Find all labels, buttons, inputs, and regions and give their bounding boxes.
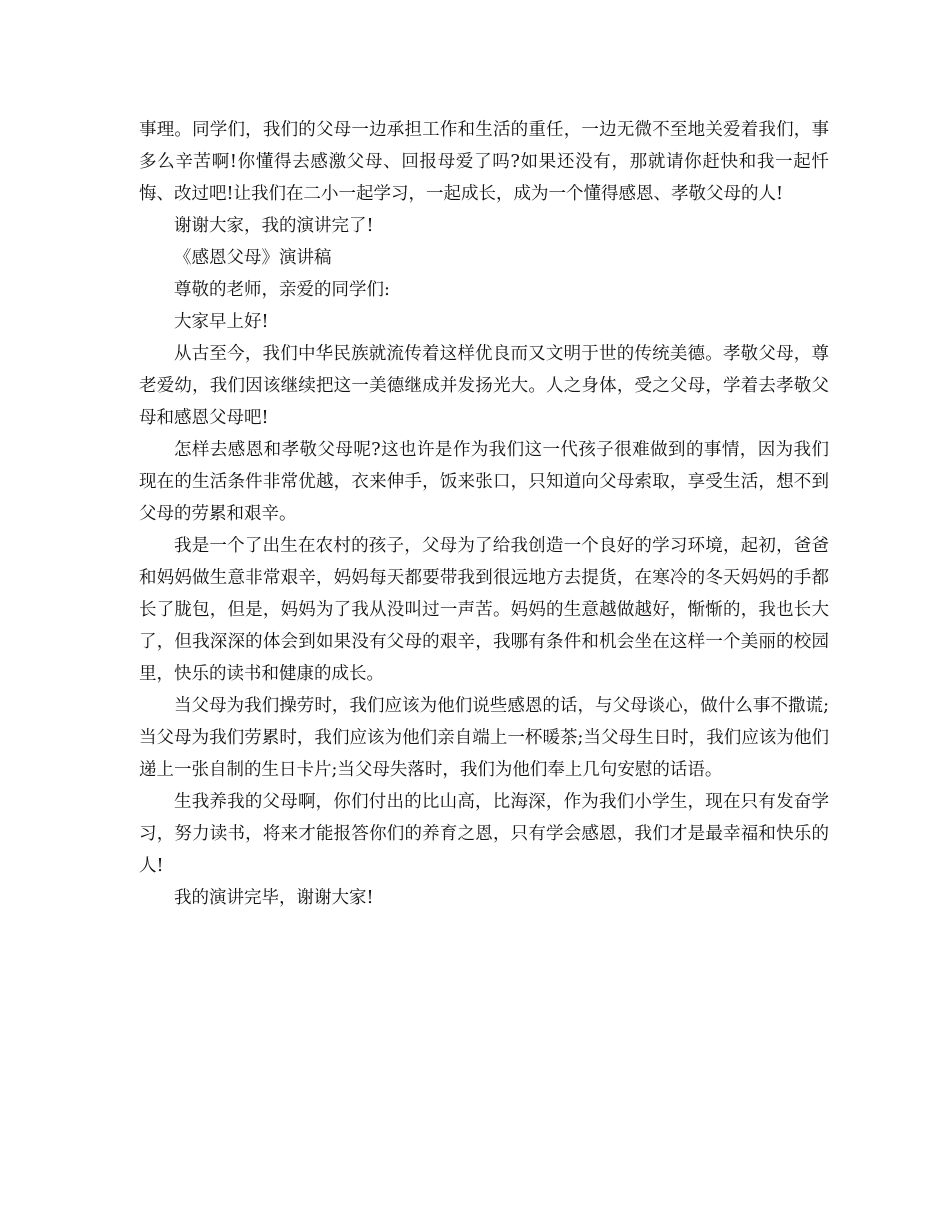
paragraph-continuation: 事理。同学们，我们的父母一边承担工作和生活的重任，一边无微不至地关爱着我们，事多么辛苦啊!你懂得去感激父母、回报母爱了吗?如果还没有，那就请你赶快和我一起忏悔、改过吧!让我们在二小一起学习，一起成长，成为一个懂得感恩、孝敬父母的人! [139,120,829,204]
paragraph-closing: 我的演讲完毕，谢谢大家! [174,888,374,908]
salutation: 尊敬的老师，亲爱的同学们: [174,280,390,300]
paragraph-tradition: 从古至今，我们中华民族就流传着这样优良而又文明于世的传统美德。孝敬父母，尊老爱幼，我们因该继续把这一美德继成并发扬光大。人之身体，受之父母，学着去孝敬父母和感恩父母吧! [139,344,829,428]
paragraph-personal-story: 我是一个了出生在农村的孩子，父母为了给我创造一个良好的学习环境，起初，爸爸和妈妈做生意非常艰辛，妈妈每天都要带我到很远地方去提货，在寒冷的冬天妈妈的手都长了胧包，但是，妈妈为了我从没叫过一声苦。妈妈的生意越做越好，惭惭的，我也长大了，但我深深的体会到如果没有父母的艰辛，我哪有条件和机会坐在这样一个美丽的校园里，快乐的读书和健康的成长。 [139,536,829,684]
paragraph-gratitude: 生我养我的父母啊，你们付出的比山高，比海深，作为我们小学生，现在只有发奋学习，努力读书，将来才能报答你们的养育之恩，只有学会感恩，我们才是最幸福和快乐的人! [139,792,829,876]
greeting: 大家早上好! [174,312,269,332]
document-page [139,114,829,914]
paragraph-actions: 当父母为我们操劳时，我们应该为他们说些感恩的话，与父母谈心，做什么事不撒谎;当父母为我们劳累时，我们应该为他们亲自端上一杯暖茶;当父母生日时，我们应该为他们递上一张自制的生日卡片;当父母失落时，我们为他们奉上几句安慰的话语。 [139,696,829,780]
paragraph-thanks: 谢谢大家，我的演讲完了! [174,216,374,236]
speech-title: 《感恩父母》演讲稿 [174,248,332,268]
paragraph-how-to-thank: 怎样去感恩和孝敬父母呢?这也许是作为我们这一代孩子很难做到的事情，因为我们现在的生活条件非常优越，衣来伸手，饭来张口，只知道向父母索取，享受生活，想不到父母的劳累和艰辛。 [139,440,829,524]
